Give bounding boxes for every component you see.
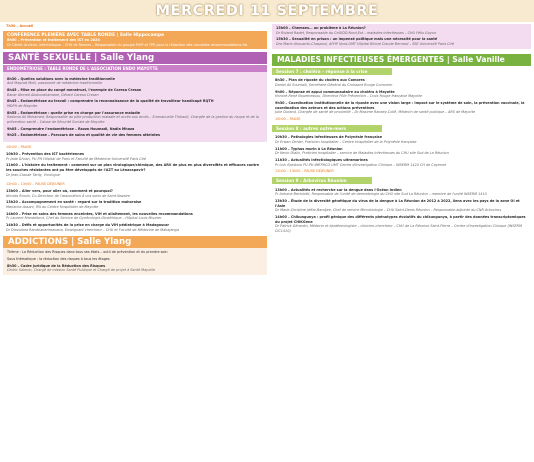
talk-speaker: Dr Marie-Christine Jaffar-Bandjee, Chef de service Microbiologie – CHU Saint-Denis Réunion – Responsable-adjointe du CNR Arbovirus bbox=[275, 208, 502, 213]
talk-speaker: Dr Roland Radet, Responsable du CeGIDD Nord-Est – maladies infectieuses – CHU Félix Guyon bbox=[276, 30, 437, 35]
welcome-line: 7h30 – Accueil bbox=[6, 24, 34, 28]
talk-title: 10h30 – Pathologies infectieuses de Polynésie française bbox=[275, 135, 383, 140]
talk-speaker: Dr Jean-Claude Tardy, Virologue bbox=[6, 172, 60, 177]
lunch-line: 12h00 – 13h00 – PAUSE DÉJEUNER bbox=[275, 169, 334, 174]
plenary-title: CONFÉRENCE PLENIÈRE AVEC TABLE RONDE | Salle Hippocampe bbox=[7, 32, 165, 38]
talk-title: 15h30 – Sexualité en prison : un impensé politique mais une nécessité pour la santé bbox=[276, 37, 438, 42]
talk-title: 14h00 – Chikungunya : profil génique des différents phénotypes évolutifs du chikungunya, à partir des données transcriptomiques du projet CHIKGene bbox=[275, 215, 526, 224]
talk-title: 11h00 – L'histoire du traitement : comment sur un plan virologique/chimique, des ARV de plus en plus diversifiés et efficaces contre les souches résistantes ont pu être développés de l'AZT au Lénacapavir? bbox=[6, 163, 260, 172]
day-title: MERCREDI 11 SEPTEMBRE bbox=[155, 3, 379, 19]
endometriose-subheader: ENDOMÉTRIOSE : TABLE RONDE DE L'ASSOCIATION ENDO MAYOTTE bbox=[3, 65, 267, 72]
talk-title: 13h00 – Aller vers, pour aller où, comment et pourquoi? bbox=[6, 188, 113, 193]
session-7-header: Session 7 : choléra – réponse à la crise bbox=[272, 68, 392, 76]
talk-title: 9h30 – Coordination institutionnelle de la riposte avec une vision large : impact sur le système de soin, la prévention vaccinale, la coordination des acteurs et des actions préventives bbox=[275, 101, 525, 110]
plenary-talk-speaker: Dr Cédric Arvieux, infectiologue – CHU de Rennes – Responsable du groupe PrEP et TPE pour la rédaction des nouvelles recommandations HA bbox=[7, 42, 248, 47]
talk-title: 9h00 – Réponse et appui communautaire au choléra à Mayotte bbox=[275, 89, 395, 94]
endo-item-title: 8h55 – Endométriose : quelle prise en charge par l'assurance maladie bbox=[7, 110, 141, 115]
talk-title: 14h30 – Défis et opportunités de la prise en charge du VIH pédiatrique à Madagascar bbox=[6, 223, 170, 228]
talk-title: 11h00 – Typhus murin à La Réunion bbox=[275, 146, 343, 151]
section-header-addictions: ADDICTIONS | Salle Ylang bbox=[3, 236, 267, 248]
pause-line: 10h00 – PAUSE bbox=[275, 116, 301, 121]
endo-item-speaker: Bacar Ahmed Abdourahamane, Gérant Caresa Cresan bbox=[7, 92, 99, 97]
talk-speaker: Dr Erwan Oehler, Praticien hospitalier – Centre Hospitalier de la Polynésie française bbox=[275, 139, 417, 144]
talk-title: 8h30 – Plan de riposte du choléra aux Comores bbox=[275, 78, 365, 83]
endo-item-title: 8h30 – Quelles solutions avec la médecine traditionnelle bbox=[7, 76, 115, 81]
talk-speaker: Dra Marie Ahouanto-Chaspoul, APHP Nord-UMT Hôpital Bichat Claude Bernard – SSE Université Paris Cité bbox=[276, 41, 454, 46]
talk-title: 11h30 – Actualités infectiologiques ultramarines bbox=[275, 158, 368, 162]
talk-speaker: Honoré-René Nouemessou, Directeur Pôle Prévention – Croix Rouge française Mayotte bbox=[275, 94, 422, 99]
talk-title: 13h20 – Accompagnement en santé : regard sur la tradition mahoraise bbox=[6, 200, 142, 205]
left-column bbox=[3, 24, 267, 275]
endo-item-speaker: MDPH de Mayotte bbox=[7, 103, 38, 108]
endo-item-speaker: Anli Magnat Moili, passionné de médecine traditionnelle bbox=[7, 81, 103, 86]
session-8-header: Session 8 : autres outre-mers bbox=[272, 125, 382, 133]
talk-title: 15h00 – Chemsex… un problème à La Réunion? bbox=[276, 26, 366, 30]
pause-line: 10h00 – PAUSE bbox=[6, 145, 32, 150]
talk-speaker: Nicolas Riouin, Co-Directeur de l'association À vos soins de Saint Nazaire bbox=[6, 193, 131, 198]
talk-speaker: Dr Diavolana Randrianarimanana, Enseignant chercheur – CHU et Faculté de Médecine de Mahajanga bbox=[6, 227, 179, 232]
right-column bbox=[272, 24, 531, 234]
endo-item-title: 8h45 – Mise en place du congé menstruel, l'exemple de Caresa Cresan bbox=[7, 87, 142, 92]
section-header-maladies-infectieuses: MALADIES INFECTIEUSES ÉMERGENTES | Salle Vanille bbox=[272, 54, 531, 66]
talk-speaker: Dr Patrick Gérardin, Médecin et épidémiologiste – clinicien-chercheur – CHU de La Réunion Saint-Pierre – Centre d'Investigation Clinique (INSERM CIC1410) bbox=[275, 224, 522, 233]
endo-item-title: 9h05 – Comprendre l'endométriose – Razza Houmadi, Nadia Mhaza bbox=[7, 126, 135, 131]
endo-item-title: 9h25 – Endométriose – Parcours de soins et qualité de vie des femmes atteintes bbox=[7, 133, 161, 138]
talk-speaker: Pr Laurent Mandelbrot, Chef du Service de Gynécologie-Obstétrique – Hôpital Louis Mourier bbox=[6, 216, 162, 221]
section-header-sante-sexuelle: SANTÉ SEXUELLE | Salle Ylang bbox=[3, 52, 267, 64]
talk-speaker: Pr Loic Epelboin PU-PH IMEPHCO UMT Centre d'Investigation Clinique – INSERM 1424 CH de Cayenne bbox=[275, 162, 447, 167]
addictions-theme: Thème : La Réduction des Risques dans tous ses états – outil de prévention et du prendre soin bbox=[7, 250, 168, 255]
addictions-subtheme: Sous thématique : la réduction des risques à tous les étages bbox=[7, 257, 110, 262]
sexual-health-continued-block bbox=[272, 24, 531, 49]
day-banner bbox=[0, 0, 534, 22]
talk-title: 10h30 – Prévention des IST bactériennes bbox=[6, 152, 85, 156]
talk-title: 13h00 – Actualités et recherche sur la dengue dans l'Océan Indien bbox=[275, 187, 402, 192]
endometriose-block bbox=[3, 72, 267, 142]
addictions-block bbox=[3, 248, 267, 275]
talk-speaker: Pr Jade Ghosn, PU-PH Hôpital de Paris et Faculté de Médecine Université Paris Cité bbox=[6, 156, 146, 161]
talk-speaker: Dr Kevin Diallo, Praticien hospitalier – service de Maladies Infectieuses du CHU site Sud de La Réunion bbox=[275, 151, 449, 156]
talk-speaker: Pr Antoine Bertolotti, Responsable de l'unité de dermatologie du CHU site Sud La Réunion – membre de l'unité INSERM 1410 bbox=[275, 192, 487, 197]
talk-speaker: Julie Durand, Chargée de santé de proximité – Dr Maxime Ranaey-Collé, Médecin de santé publique – ARS de Mayotte bbox=[275, 110, 476, 115]
talk-title: 13h30 – Étude de la diversité génétique du virus de la dengue à La Réunion de 2012 à 2022, liens avec les pays de la zone OI et l'Asie bbox=[275, 199, 520, 208]
addictions-item-speaker: Cédric Salmon, Chargé de mission Santé Publique et Chargé de projet à Santé Mayotte bbox=[7, 268, 155, 273]
talk-title: 14h00 – Prise en soins des femmes enceintes, VIH et allaitement, les nouvelles recommandations bbox=[6, 211, 193, 216]
talk-speaker: Mariacha Assani, IPA au Centre Hospitalier de Mayotte bbox=[6, 204, 99, 209]
session-9-header: Session 9 : Arbovirus Réunion bbox=[272, 177, 372, 185]
endo-item-speaker: Rashma Ali Mohamed, Responsable du pôle production maladie et accès aux droits – Emmanuelle Thibault, Chargée de la gestion du risque et de la prévention santé – Caisse de Sécurité Sociale de Mayotte bbox=[7, 115, 259, 124]
addictions-item-title: 8h30 – Cadre juridique de la Réduction des Risques bbox=[7, 263, 106, 268]
lunch-line: 12h00 – 13h00 – PAUSE DÉJEUNER bbox=[6, 182, 65, 187]
plenary-block bbox=[3, 31, 267, 50]
plenary-talk-title: 8h00 – Prévention et traitement des IST en 2024 bbox=[7, 38, 100, 43]
talk-speaker: Daniel Ali Soumaili, Secrétaire Général du Croissant Rouge Comorien bbox=[275, 82, 393, 87]
endo-item-title: 8h45 – Endométriose au travail : comprendre la reconnaissance de la qualité de travailleur handicapé RQTH bbox=[7, 99, 214, 104]
